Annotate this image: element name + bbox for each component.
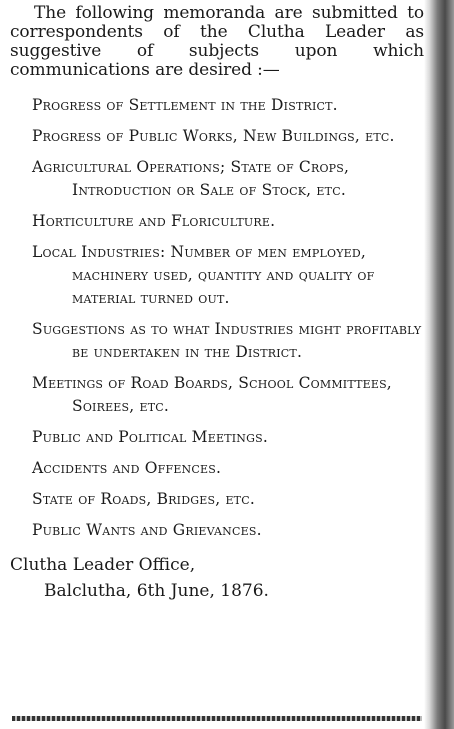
topics-list	[10, 94, 424, 542]
topic-item: Progress of Public Works, New Buildings, etc.	[32, 127, 395, 145]
office-line: Clutha Leader Office,	[10, 555, 196, 575]
topic-item: Public Wants and Grievances.	[32, 521, 262, 539]
topic-item: Meetings of Road Boards, School Committees, Soirees, etc.	[32, 374, 392, 415]
topic-item: Accidents and Offences.	[32, 459, 222, 477]
topic-item: Agricultural Operations; State of Crops, Introduction or Sale of Stock, etc.	[32, 158, 350, 199]
topic-item: Suggestions as to what Industries might profitably be undertaken in the District.	[32, 320, 422, 361]
topic-item: Progress of Settlement in the District.	[32, 96, 338, 114]
topic-item: Public and Political Meetings.	[32, 428, 268, 446]
intro-paragraph: The following memoranda are submitted to correspondents of the Clutha Leader as suggestive of subjects upon which communications are desired :—	[10, 4, 424, 80]
signoff-block	[10, 552, 424, 604]
topic-item: State of Roads, Bridges, etc.	[32, 490, 255, 508]
topic-item: Horticulture and Floriculture.	[32, 212, 276, 230]
bottom-printed-rule	[12, 716, 422, 721]
page-fold-shadow	[424, 0, 454, 729]
place-date-line: Balclutha, 6th June, 1876.	[44, 581, 269, 601]
memoranda-column	[10, 4, 424, 604]
topic-item: Local Industries: Number of men employed, machinery used, quantity and quality of material turned out.	[32, 243, 375, 307]
